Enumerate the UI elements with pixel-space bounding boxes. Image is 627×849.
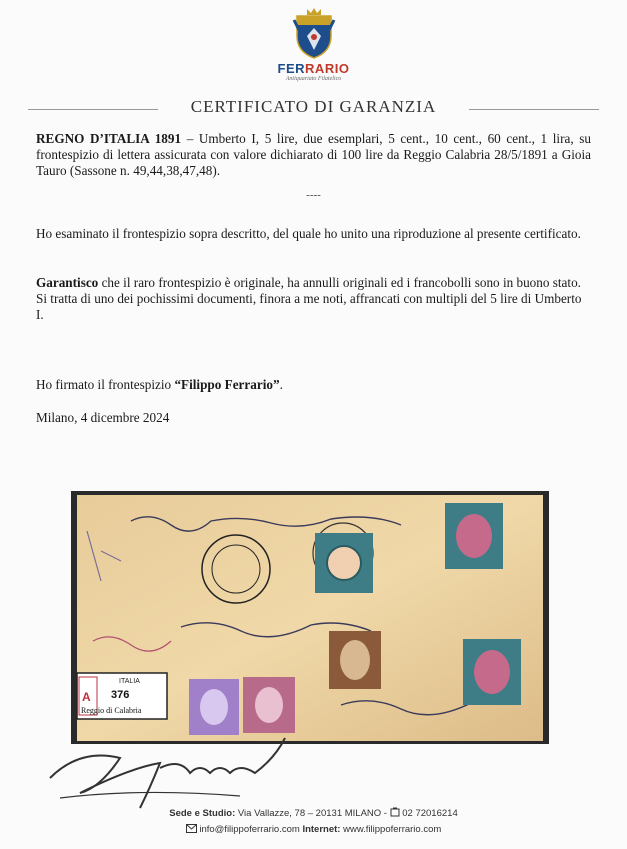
examination-paragraph: Ho esaminato il frontespizio sopra descritto, del quale ho unito una riproduzione al presente certificato. [36, 226, 581, 241]
brand-tagline: Antiquariato Filatelico [285, 76, 342, 82]
title-row [28, 97, 599, 117]
footer-address: Sede e Studio: Via Vallazze, 78 – 20131 MILANO - 02 72016214 [169, 808, 458, 819]
email-link[interactable]: info@filippoferrario.com [196, 824, 303, 835]
signed-paragraph: Ho firmato il frontespizio “Filippo Ferrario”. [36, 377, 283, 392]
description-paragraph: REGNO D’ITALIA 1891 – Umberto I, 5 lire, due esemplari, 5 cent., 10 cent., 60 cent., 1 lira, su frontespizio di lettera assicurata con valore dichiarato di 100 lire da Reggio Calabria 28/5/1891 a Gioia Tauro (Sassone n. 49,44,38,47,48). [36, 131, 591, 179]
ferrario-logo [0, 6, 627, 83]
signature-icon [40, 718, 300, 818]
certificate-title: CERTIFICATO DI GARANZIA [190, 97, 437, 116]
mail-icon [186, 824, 197, 833]
place-date: Milano, 4 dicembre 2024 [36, 410, 170, 425]
separator: ---- [306, 189, 321, 201]
brand-name: FERRARIO [277, 61, 350, 76]
registration-country: ITALIA [119, 678, 140, 685]
footer [0, 806, 627, 838]
registration-city: Reggio di Calabria [81, 706, 142, 715]
crest-icon [291, 6, 337, 60]
phone-icon [390, 807, 400, 817]
title-rule-right [469, 109, 599, 110]
cover-photo [71, 491, 549, 744]
footer-contacts: info@filippoferrario.com Internet: www.filippoferrario.com [0, 822, 627, 838]
registration-number: 376 [111, 689, 130, 701]
website-link[interactable]: www.filippoferrario.com [340, 824, 442, 835]
registration-letter: A [82, 690, 91, 704]
guarantee-paragraph: Garantisco che il raro frontespizio è originale, ha annulli originali ed i francobolli sono in buono stato. Si tratta di uno dei pochissimi documenti, finora a me noti, affrancati con multipli del 5 lire di Umberto I. [36, 275, 582, 323]
